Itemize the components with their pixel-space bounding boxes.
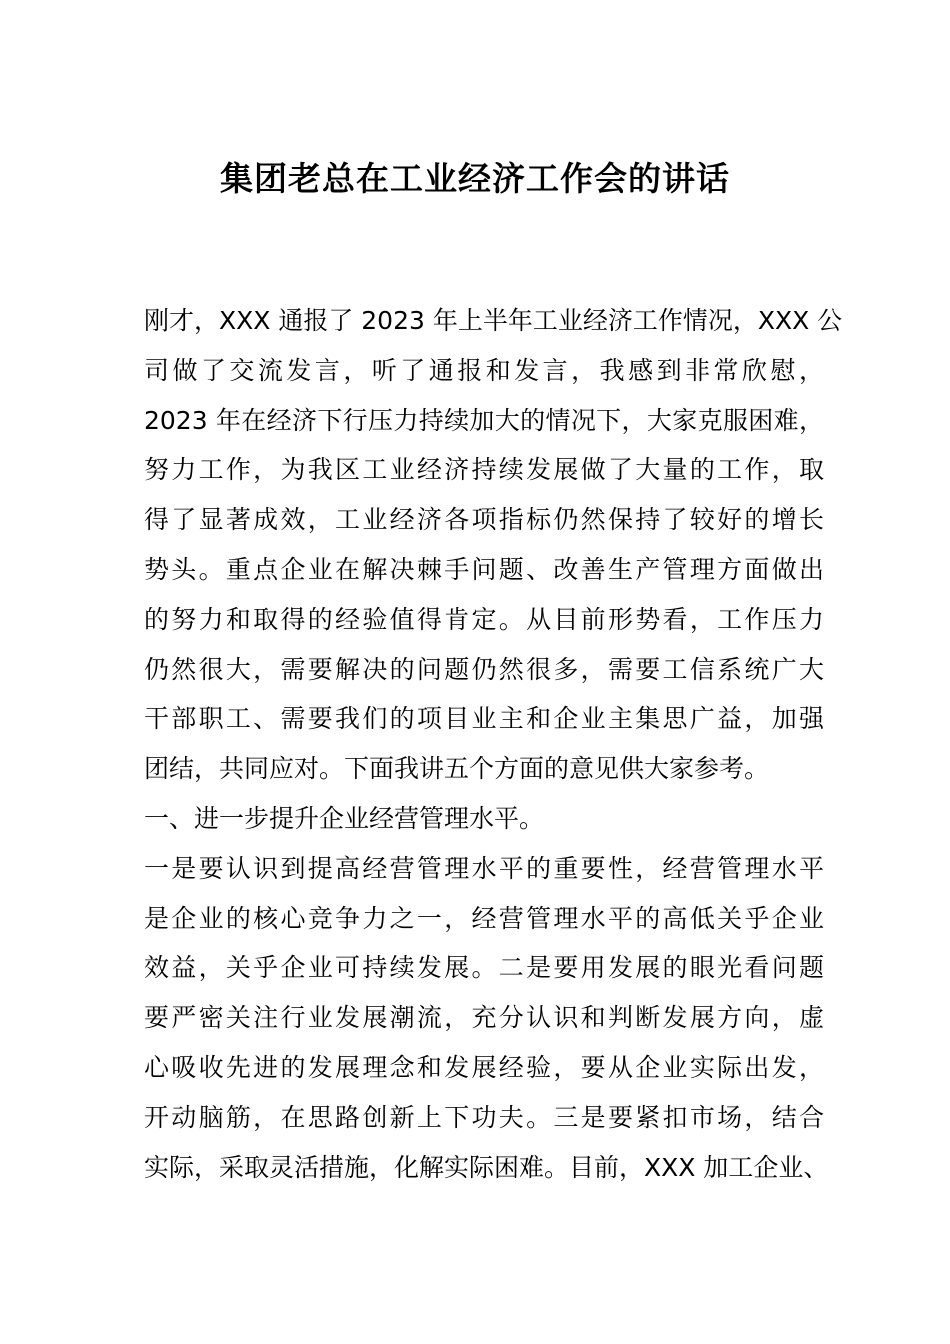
body-line: 干部职工、需要我们的项目业主和企业主集思广益，加强: [144, 704, 824, 734]
body-line: 是企业的核心竞争力之一，经营管理水平的高低关乎企业: [144, 903, 824, 933]
body-line: 的努力和取得的经验值得肯定。从目前形势看，工作压力: [144, 604, 824, 634]
body-line: 司做了交流发言，听了通报和发言，我感到非常欣慰，: [144, 355, 824, 385]
body-line: 得了显著成效，工业经济各项指标仍然保持了较好的增长: [144, 505, 824, 535]
body-line: 实际，采取灵活措施，化解实际困难。目前，XXX 加工企业、: [144, 1152, 829, 1182]
body-line: 一是要认识到提高经营管理水平的重要性，经营管理水平: [144, 853, 824, 883]
body-line: 努力工作，为我区工业经济持续发展做了大量的工作，取: [144, 455, 824, 485]
document-body: [144, 296, 843, 1192]
body-line: 刚才，XXX 通报了 2023 年上半年工业经济工作情况，XXX 公: [144, 306, 843, 335]
body-line: 势头。重点企业在解决棘手问题、改善生产管理方面做出: [144, 554, 824, 584]
body-line: 开动脑筋，在思路创新上下功夫。三是要紧扣市场，结合: [144, 1102, 824, 1132]
body-line: 团结，共同应对。下面我讲五个方面的意见供大家参考。: [144, 754, 770, 784]
body-line: 仍然很大，需要解决的问题仍然很多，需要工信系统广大: [144, 654, 824, 684]
body-line: 效益，关乎企业可持续发展。二是要用发展的眼光看问题: [144, 953, 824, 983]
body-line: 2023 年在经济下行压力持续加大的情况下，大家克服困难，: [144, 405, 824, 435]
body-line: 心吸收先进的发展理念和发展经验，要从企业实际出发，: [144, 1052, 824, 1082]
body-line: 要严密关注行业发展潮流，充分认识和判断发展方向，虚: [144, 1003, 824, 1033]
section-heading: 一、进一步提升企业经营管理水平。: [144, 803, 545, 833]
document-title: 集团老总在工业经济工作会的讲话: [220, 159, 730, 198]
